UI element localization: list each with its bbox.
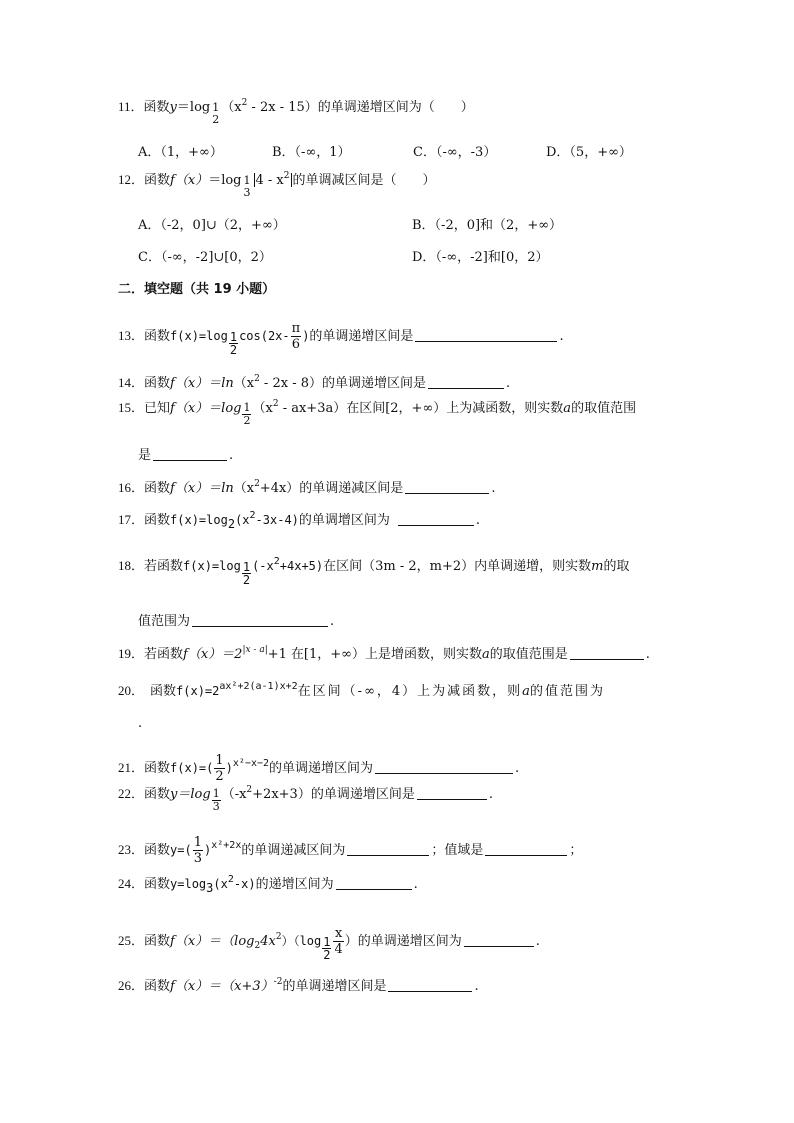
var-m: m — [591, 559, 604, 574]
var-a: a — [522, 684, 530, 699]
formula: f（x）＝log — [170, 401, 242, 416]
formula: （x — [233, 481, 255, 496]
option-d: D．（5，+∞） — [546, 145, 632, 160]
formula: - 2x - 8） — [259, 376, 322, 391]
formula: ）（log — [281, 934, 322, 948]
option-c: C．（-∞，-2]∪[0，2） — [138, 250, 272, 265]
question-text: 函数 — [144, 979, 171, 994]
question-text: 函数 — [144, 761, 171, 776]
formula: ＝log — [208, 173, 242, 188]
question-number: 12． — [118, 172, 145, 187]
formula: （x — [252, 401, 273, 416]
question-11 — [118, 99, 474, 126]
formula: cos(2x- — [239, 329, 290, 343]
exponent: -2 — [273, 977, 283, 987]
question-text: 在[1，+∞）上是增函数，则实数 — [290, 647, 482, 662]
question-text: 是 — [138, 448, 152, 463]
var-a: a — [481, 647, 490, 662]
question-text: 的取值范围是 — [489, 647, 568, 662]
question-number: 24． — [118, 876, 145, 891]
answer-blank[interactable] — [417, 786, 487, 800]
question-text: 函数 — [144, 877, 171, 892]
exponent: ax²+2(a-1)x+2 — [219, 681, 298, 692]
question-number: 25． — [118, 933, 145, 948]
question-number: 20． — [118, 683, 145, 698]
formula: +4x） — [259, 481, 300, 496]
period: . — [506, 376, 511, 391]
question-text: 的单调递增区间是 — [282, 979, 387, 994]
answer-blank[interactable] — [405, 480, 489, 494]
question-number: 22． — [118, 786, 145, 801]
formula: f(x)=log — [170, 513, 228, 527]
answer-blank[interactable] — [398, 512, 474, 526]
question-number: 26． — [118, 978, 145, 993]
question-16 — [118, 480, 495, 497]
exponent: 2 — [241, 98, 248, 108]
question-24 — [118, 876, 418, 893]
question-26 — [118, 978, 479, 995]
question-13 — [118, 321, 564, 356]
question-text: 已知 — [144, 401, 171, 416]
question-text: 函数 — [150, 684, 177, 699]
option-a: A．（-2，0]∪（2，+∞） — [138, 218, 286, 233]
question-text: 的取 — [603, 559, 630, 574]
ln: ln — [221, 376, 234, 391]
question-15-line2 — [138, 447, 233, 464]
period: . — [475, 513, 481, 528]
answer-blank[interactable] — [428, 375, 504, 389]
exponent: 2 — [254, 374, 260, 384]
formula: ） — [344, 934, 358, 949]
question-text: 函数 — [144, 513, 171, 528]
formula: ) — [204, 843, 212, 857]
question-number: 18． — [118, 558, 145, 573]
formula: f(x)=( — [170, 761, 214, 775]
period: . — [559, 329, 564, 344]
pi-fraction: $\frac{\pi}{6}$ — [291, 321, 301, 352]
fraction: $\frac{1}{2}$ — [215, 753, 224, 784]
formula: f（x）＝（log — [170, 934, 255, 949]
question-text: 的取值范围 — [571, 401, 637, 416]
question-number: 19． — [118, 646, 145, 661]
question-text: 的单调递增区间为 — [269, 761, 374, 776]
period: . — [488, 787, 493, 802]
formula: 4x — [260, 934, 276, 949]
exponent: 2 — [275, 932, 282, 942]
formula: +4x+5) — [279, 559, 324, 573]
formula: （x — [233, 376, 255, 391]
exponent: x²−x−2 — [232, 758, 270, 769]
question-20 — [118, 683, 605, 700]
option-d: D．（-∞，-2]和[0，2） — [412, 250, 549, 265]
question-23 — [118, 835, 582, 866]
formula: f（x）＝2 — [183, 647, 243, 662]
exponent: 2 — [249, 510, 256, 521]
question-number: 11． — [118, 99, 144, 114]
question-12 — [118, 172, 436, 199]
period: . — [413, 877, 418, 892]
question-number: 14． — [118, 375, 145, 390]
period: . — [330, 614, 335, 629]
question-text: 值范围为 — [138, 614, 191, 629]
formula: (x — [213, 877, 228, 891]
question-21 — [118, 753, 519, 784]
log-base-fraction: $\frac{1}{3}$ — [212, 787, 220, 813]
question-25 — [118, 926, 540, 961]
question-text: 在区间（3m - 2，m+2）内单调递增，则实数 — [323, 559, 592, 574]
question-14 — [118, 375, 510, 392]
function-name: f（x）＝ — [170, 481, 222, 496]
abs-bar — [254, 173, 255, 187]
answer-blank[interactable] — [192, 613, 328, 627]
formula: y=log — [170, 877, 207, 891]
option-b: B．（-2，0]和（2，+∞） — [412, 218, 563, 233]
question-number: 15． — [118, 400, 145, 415]
question-text: 的单调减区间是（ ） — [292, 173, 436, 188]
period: . — [645, 647, 650, 662]
question-22 — [118, 786, 493, 813]
formula: - 2x - 15） — [247, 100, 318, 115]
question-17 — [118, 512, 480, 529]
question-text: 的递增区间为 — [255, 877, 334, 892]
question-text: 函数 — [144, 843, 171, 858]
option-a: A．（1，+∞） — [138, 145, 223, 160]
question-text: 的单调递增区间是 — [322, 376, 427, 391]
abs-bar — [291, 173, 292, 187]
question-15 — [118, 400, 636, 427]
answer-blank[interactable] — [336, 876, 412, 890]
period: . — [138, 716, 143, 731]
question-18 — [118, 558, 630, 586]
answer-blank[interactable] — [464, 933, 534, 947]
question-19 — [118, 646, 650, 663]
formula: -3x-4) — [255, 513, 299, 527]
exponent: 2 — [254, 479, 260, 489]
exponent: 2 — [246, 785, 253, 795]
question-text: 函数 — [144, 481, 171, 496]
exponent: 2 — [283, 171, 290, 181]
answer-blank[interactable] — [570, 646, 644, 660]
log-base-fraction: $\frac{1}{2}$ — [243, 401, 251, 427]
log-base-fraction: $\frac{1}{2}$ — [323, 935, 331, 962]
answer-blank[interactable] — [388, 978, 472, 992]
formula: f(x)=log — [170, 329, 228, 343]
answer-blank[interactable] — [153, 447, 227, 461]
var-y: y — [169, 100, 177, 115]
semicolon: ； — [569, 843, 583, 858]
question-text: 的单调递减区间为 — [241, 843, 346, 858]
formula: （x — [221, 100, 242, 115]
fraction: $\frac{1}{3}$ — [193, 835, 202, 866]
formula: y=( — [170, 843, 192, 857]
answer-blank-2[interactable] — [485, 842, 567, 856]
question-text: 在区间（-∞，4）上为减函数，则 — [297, 684, 523, 699]
exponent: 2 — [273, 556, 280, 567]
formula: ＝log — [176, 100, 211, 115]
formula: - ax+3a） — [278, 401, 347, 416]
question-number: 17． — [118, 512, 145, 527]
period: . — [491, 481, 496, 496]
log-base-fraction: $\frac{1}{2}$ — [229, 330, 238, 357]
question-text: 的单调递增区间为（ ） — [317, 100, 474, 115]
question-text: 在区间[2，+∞）上为减函数，则实数 — [346, 401, 564, 416]
formula: (-x — [252, 559, 274, 573]
formula: f（x）＝（x+3） — [170, 979, 274, 994]
answer-blank-1[interactable] — [347, 842, 429, 856]
formula: +2x+3） — [252, 787, 311, 802]
function-name: f（x） — [170, 173, 209, 188]
period: . — [474, 979, 479, 994]
log-base-fraction: 1 3 — [243, 174, 251, 199]
question-18-line2 — [138, 613, 334, 630]
formula: 4 - x — [255, 173, 284, 188]
option-c: C．（-∞，-3） — [413, 145, 497, 160]
question-number: 13． — [118, 328, 145, 343]
var-a: a — [563, 401, 572, 416]
formula: ) — [225, 761, 233, 775]
question-text: 的单调递减区间是 — [299, 481, 404, 496]
question-text: 若函数 — [144, 559, 184, 574]
formula: +1 — [267, 647, 287, 662]
log-base-fraction: 1 2 — [212, 101, 220, 126]
ln: ln — [221, 481, 234, 496]
question-text: 函数 — [144, 787, 171, 802]
exponent: |x - a| — [242, 645, 268, 655]
question-text: 的单调增区间为 — [298, 513, 390, 528]
question-text: 函数 — [144, 376, 171, 391]
question-text: ；值域是 — [431, 843, 484, 858]
formula: -x) — [233, 877, 256, 891]
period: . — [535, 934, 540, 949]
section-heading: 二．填空题（共 19 小题） — [118, 282, 276, 297]
question-text: 的值范围为 — [529, 684, 605, 699]
question-text: 的单调递增区间为 — [357, 934, 462, 949]
question-text: 函数 — [144, 329, 171, 344]
question-text: 函数 — [144, 173, 171, 188]
question-number: 21． — [118, 760, 145, 775]
formula: f(x)=2 — [176, 684, 220, 698]
log-base-fraction: $\frac{1}{2}$ — [242, 560, 251, 587]
formula: y＝log — [170, 787, 211, 802]
question-20-line2 — [138, 716, 142, 732]
question-text: 的单调递增区间是 — [309, 329, 414, 344]
question-text: 若函数 — [144, 647, 184, 662]
exponent: x²+2x — [211, 840, 242, 851]
question-text: 函数 — [144, 934, 171, 949]
exponent: 2 — [272, 399, 279, 409]
question-text: 的单调递增区间是 — [310, 787, 415, 802]
period: . — [229, 448, 234, 463]
question-number: 16． — [118, 480, 145, 495]
answer-blank[interactable] — [415, 328, 557, 342]
log-base: 3 — [206, 881, 214, 895]
answer-blank[interactable] — [375, 760, 513, 774]
function-name: f（x）＝ — [170, 376, 222, 391]
question-text: 函数 — [143, 100, 170, 115]
formula: （-x — [221, 787, 247, 802]
fraction: $\frac{x}{4}$ — [334, 926, 343, 957]
formula: f(x)=log — [183, 559, 241, 573]
formula: (x — [235, 513, 250, 527]
question-number: 23． — [118, 842, 145, 857]
log-base: 2 — [254, 941, 261, 951]
period: . — [515, 761, 520, 776]
formula: ) — [302, 329, 310, 343]
exponent: 2 — [227, 874, 234, 885]
log-base: 2 — [227, 517, 236, 531]
option-b: B．（-∞，1） — [272, 145, 351, 160]
